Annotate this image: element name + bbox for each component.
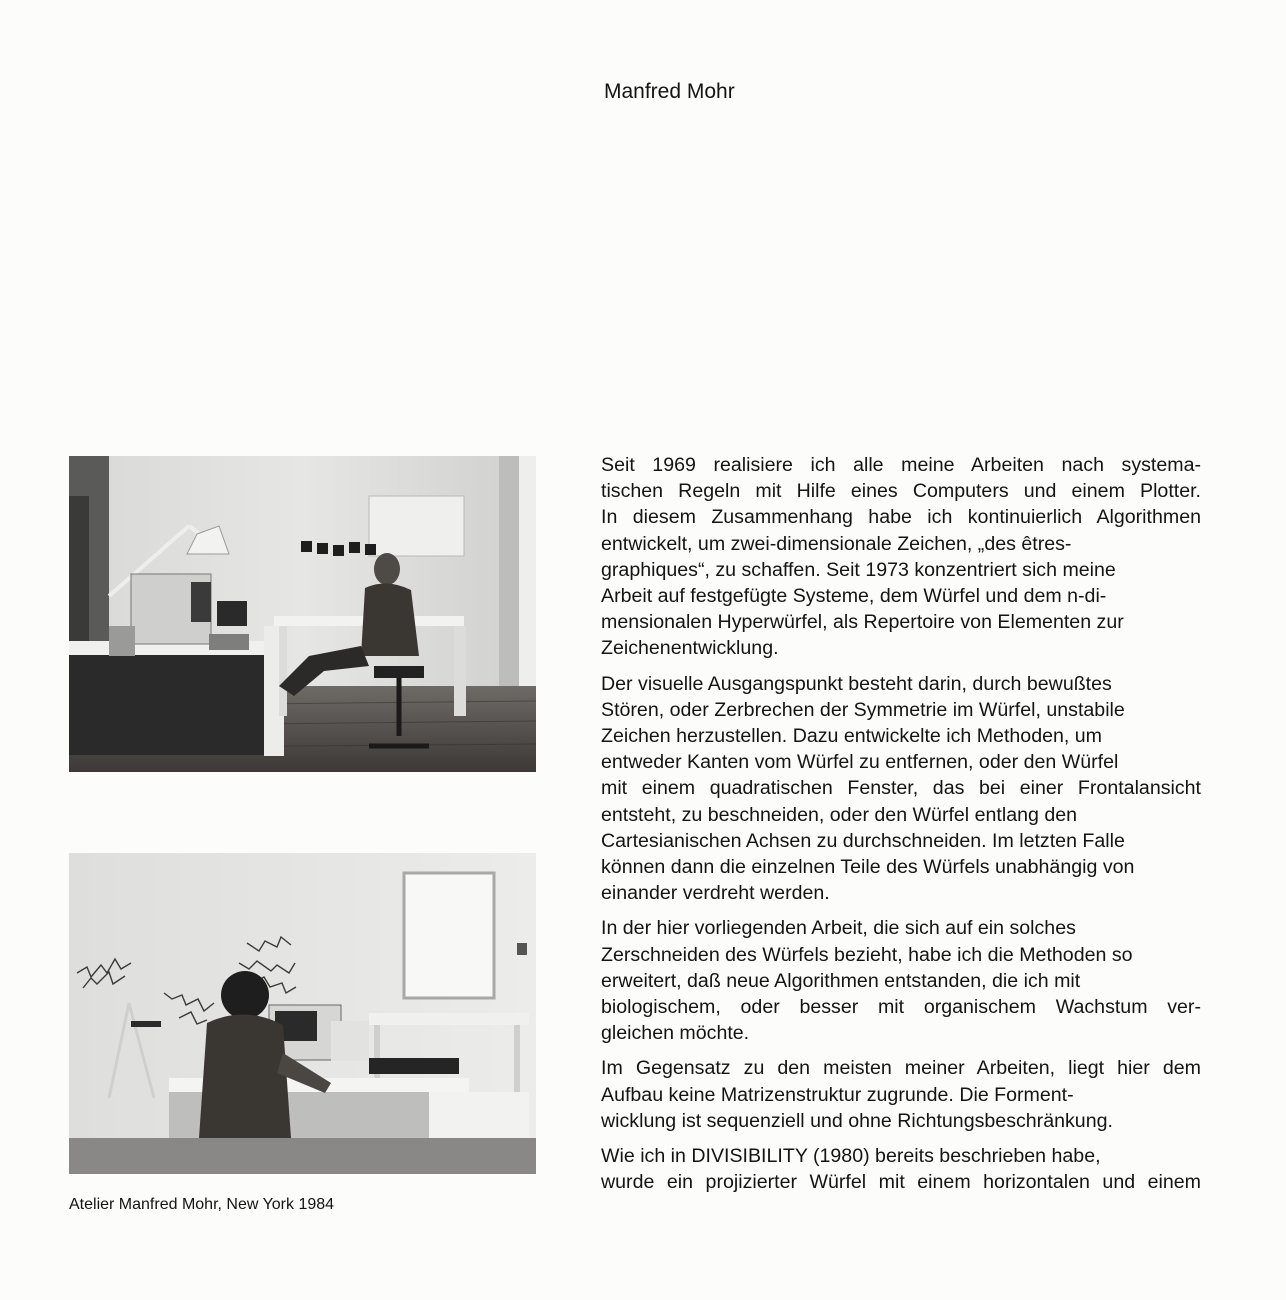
text-line: tischen Regeln mit Hilfe eines Computers und einem Plotter. bbox=[601, 480, 1201, 503]
text-line: graphiques“, zu schaffen. Seit 1973 konzentriert sich meine bbox=[601, 558, 1116, 581]
author-name: Manfred Mohr bbox=[604, 80, 735, 103]
paragraph-1 bbox=[601, 452, 1201, 662]
text-line: Zeichen herzustellen. Dazu entwickelte ich Methoden, um bbox=[601, 725, 1102, 748]
text-line: entsteht, zu beschneiden, oder den Würfel entlang den bbox=[601, 803, 1078, 826]
paragraph-3 bbox=[601, 915, 1201, 1046]
text-line: Aufbau keine Matrizenstruktur zugrunde. Die Forment- bbox=[601, 1083, 1074, 1106]
text-line: können dann die einzelnen Teile des Würfels unabhängig von bbox=[601, 856, 1135, 879]
text-line: Cartesianischen Achsen zu durchschneiden. Im letzten Falle bbox=[601, 829, 1125, 852]
text-line: einander verdreht werden. bbox=[601, 882, 830, 905]
text-line: Im Gegensatz zu den meisten meiner Arbeiten, liegt hier dem bbox=[601, 1057, 1201, 1080]
text-line: Seit 1969 realisiere ich alle meine Arbeiten nach systema- bbox=[601, 454, 1201, 476]
text-line: In diesem Zusammenhang habe ich kontinuierlich Algorithmen bbox=[601, 506, 1201, 529]
text-line: biologischem, oder besser mit organischem Wachstum ver- bbox=[601, 996, 1201, 1019]
text-line: Der visuelle Ausgangspunkt besteht darin, durch bewußtes bbox=[601, 672, 1112, 695]
studio-photo-computer-desk-icon bbox=[69, 456, 536, 772]
studio-photo-bottom bbox=[69, 853, 536, 1174]
text-line: entweder Kanten vom Würfel zu entfernen, oder den Würfel bbox=[601, 751, 1119, 774]
text-line: Zerschneiden des Würfels bezieht, habe ich die Methoden so bbox=[601, 943, 1133, 966]
text-line: Wie ich in DIVISIBILITY (1980) bereits beschrieben habe, bbox=[601, 1145, 1101, 1168]
essay-text bbox=[601, 452, 1201, 1204]
paragraph-2 bbox=[601, 671, 1201, 907]
photo-caption: Atelier Manfred Mohr, New York 1984 bbox=[69, 1196, 335, 1213]
text-line: mensionalen Hyperwürfel, als Repertoire von Elementen zur bbox=[601, 611, 1124, 634]
text-line: Arbeit auf festgefügte Systeme, dem Würfel und dem n-di- bbox=[601, 585, 1107, 608]
text-line: wurde ein projizierter Würfel mit einem horizontalen und einem bbox=[601, 1171, 1201, 1194]
studio-photo-plotter-work-icon bbox=[69, 853, 536, 1174]
text-line: erweitert, daß neue Algorithmen entstanden, die ich mit bbox=[601, 969, 1081, 992]
paragraph-4 bbox=[601, 1055, 1201, 1134]
text-line: In der hier vorliegenden Arbeit, die sich auf ein solches bbox=[601, 917, 1076, 940]
paragraph-5 bbox=[601, 1143, 1201, 1195]
text-line: Stören, oder Zerbrechen der Symmetrie im Würfel, unstabile bbox=[601, 698, 1125, 721]
studio-photo-top bbox=[69, 456, 536, 772]
text-line: Zeichenentwicklung. bbox=[601, 637, 779, 660]
text-line: mit einem quadratischen Fenster, das bei einer Frontalansicht bbox=[601, 777, 1201, 800]
text-line: entwickelt, um zwei-dimensionale Zeichen, „des êtres- bbox=[601, 532, 1072, 555]
text-line: gleichen möchte. bbox=[601, 1022, 750, 1045]
text-line: wicklung ist sequenziell und ohne Richtungsbeschränkung. bbox=[601, 1109, 1113, 1132]
